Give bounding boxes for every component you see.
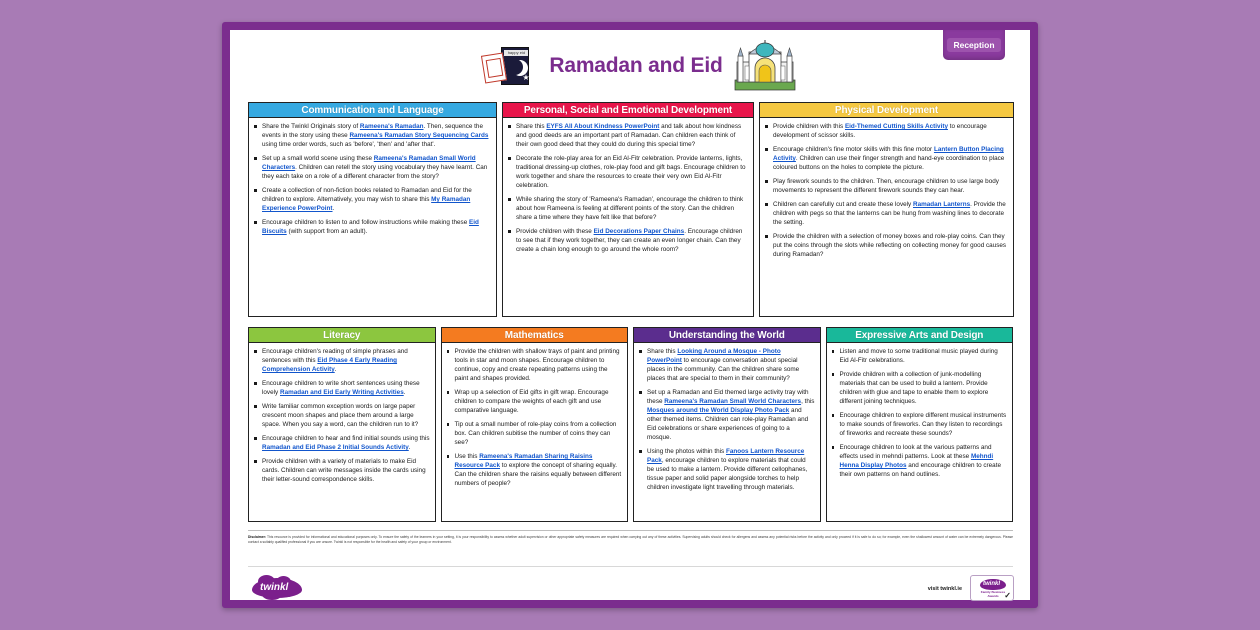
activity-item: Share the Twinkl Originals story of Rameena's Ramadan. Then, sequence the events in the story using these Rameena's Ramadan Story Sequencing Cards using time order words, such as 'before', 'then' and 'after that'. xyxy=(253,122,491,149)
resource-link[interactable]: Mehndi Henna Display Photos xyxy=(839,453,994,469)
resource-link[interactable]: My Ramadan Experience PowerPoint xyxy=(262,196,471,212)
resource-link[interactable]: Eid Decorations Paper Chains xyxy=(593,228,685,235)
page-header xyxy=(230,30,1030,100)
activity-list xyxy=(764,122,1008,259)
subject-column-expressive-arts-and-design xyxy=(826,327,1014,522)
activity-item: Provide the children with a selection of money boxes and role-play coins. Can they put the coins through the slots while reflecting on collecting money for good causes during Ramadan? xyxy=(764,232,1008,259)
activity-item: Set up a small world scene using these Rameena's Ramadan Small World Characters. Children can retell the story using vocabulary they have learnt. Can they each take on a role of a different character from the story? xyxy=(253,154,491,181)
activity-item: Children can carefully cut and create these lovely Ramadan Lanterns. Provide the children with pegs so that the lanterns can be hung from washing lines to decorate the setting. xyxy=(764,200,1008,227)
activity-item: Encourage children to hear and find initial sounds using this Ramadan and Eid Phase 2 Initial Sounds Activity. xyxy=(253,434,430,452)
subject-column-literacy xyxy=(248,327,436,522)
activity-item: Wrap up a selection of Eid gifts in gift wrap. Encourage children to compare the weights of each gift and use comparative language. xyxy=(446,388,623,415)
activity-item: Provide children with this Eid-Themed Cutting Skills Activity to encourage development of scissor skills. xyxy=(764,122,1008,140)
subject-body-physical-development xyxy=(760,118,1013,316)
activity-list xyxy=(253,347,430,484)
resource-link[interactable]: Fanoos Lantern Resource Pack xyxy=(647,448,805,464)
activity-item: Tip out a small number of role-play coins from a collection box. Can children subitise the number of coins they can see? xyxy=(446,420,623,447)
activity-item: Provide the children with shallow trays of paint and printing tools in star and moon shapes. Encourage children to continue, copy and create repeating patterns using the paint and shapes provided. xyxy=(446,347,623,383)
resource-link[interactable]: Rameena's Ramadan Sharing Raisins Resource Pack xyxy=(454,453,593,469)
subject-header-personal-social-and-emotional-development: Personal, Social and Emotional Development xyxy=(503,103,753,118)
card-header-strip: happy eid xyxy=(504,50,528,56)
subject-header-understanding-the-world: Understanding the World xyxy=(634,328,820,343)
resource-link[interactable]: Rameena's Ramadan Story Sequencing Cards xyxy=(349,132,489,139)
resource-link[interactable]: Ramadan and Eid Phase 2 Initial Sounds Activity xyxy=(262,444,409,451)
subject-body-expressive-arts-and-design xyxy=(827,343,1013,521)
award-logo-wordmark: twinkl xyxy=(983,580,1001,587)
year-group-label: Reception xyxy=(947,38,1000,52)
footer-divider xyxy=(248,530,1013,531)
eid-card-icon xyxy=(483,45,539,87)
visit-site-text: visit twinkl.ie xyxy=(927,586,962,592)
activity-item: Provide children with a variety of materials to make Eid cards. Children can write messages inside the cards using their letter-sound correspondence skills. xyxy=(253,457,430,484)
award-subtitle: Family Business Awards xyxy=(980,590,1006,598)
subject-column-communication-and-language xyxy=(248,102,497,317)
subject-body-literacy xyxy=(249,343,435,521)
resource-link[interactable]: Ramadan and Eid Early Writing Activities xyxy=(279,389,404,396)
subject-header-communication-and-language: Communication and Language xyxy=(249,103,496,118)
activity-item: Decorate the role-play area for an Eid Al-Fitr celebration. Provide lanterns, lights, traditional dressing-up clothes, role-play food and gift bags. Encourage children to work together and share the resources to create their very own Eid Al-Fitr celebration. xyxy=(507,154,748,190)
activity-list xyxy=(831,347,1008,479)
activity-list xyxy=(446,347,623,488)
activity-item: Provide children with a collection of junk-modelling materials that can be used to build a lantern. Provide children with glue and tape to enable them to explore different joining techniques. xyxy=(831,370,1008,406)
mosque-icon xyxy=(733,40,797,92)
activity-item: Encourage children's reading of simple phrases and sentences with this Eid Phase 4 Early Reading Comprehension Activity. xyxy=(253,347,430,374)
activity-list xyxy=(638,347,815,492)
resource-link[interactable]: Mosques around the World Display Photo Pack xyxy=(647,407,790,414)
year-group-badge[interactable] xyxy=(943,30,1005,60)
logo-wordmark: twinkl xyxy=(260,582,289,593)
disclaimer-label: Disclaimer: xyxy=(248,535,267,539)
worksheet-sheet xyxy=(230,30,1030,600)
resource-link[interactable]: Ramadan Lanterns xyxy=(913,201,971,208)
activity-item: Play firework sounds to the children. Then, encourage children to use large body movements to represent the different firework sounds they can hear. xyxy=(764,177,1008,195)
subject-column-understanding-the-world xyxy=(633,327,821,522)
top-subject-row xyxy=(248,102,1013,317)
subject-header-physical-development: Physical Development xyxy=(760,103,1013,118)
card-inner-square xyxy=(486,58,504,78)
activity-item: Create a collection of non-fiction books related to Ramadan and Eid for the children to explore. Alternatively, you may wish to share this My Ramadan Experience PowerPoint. xyxy=(253,186,491,213)
subject-body-personal-social-and-emotional-development xyxy=(503,118,753,316)
resource-link[interactable]: Eid-Themed Cutting Skills Activity xyxy=(844,123,948,130)
greeting-card-icon xyxy=(481,52,507,83)
resource-link[interactable]: Eid Phase 4 Early Reading Comprehension Activity xyxy=(262,357,398,373)
resource-link[interactable]: Lantern Button Placing Activity xyxy=(773,146,1004,162)
activity-item: Using the photos within this Fanoos Lantern Resource Pack, encourage children to explore materials that could be used to make a lantern. Provide different cellophanes, tissue paper and solid paper alongside torches to help children investigate light travelling through materials. xyxy=(638,447,815,492)
subject-header-expressive-arts-and-design: Expressive Arts and Design xyxy=(827,328,1013,343)
footer-rule xyxy=(248,566,1013,567)
twinkl-logo[interactable] xyxy=(252,575,304,601)
resource-link[interactable]: Rameena's Ramadan xyxy=(359,123,424,130)
resource-link[interactable]: EYFS All About Kindness PowerPoint xyxy=(546,123,660,130)
activity-item: Encourage children to explore different musical instruments to make sounds of fireworks. Can they listen to recordings of fireworks and recreate these sounds? xyxy=(831,411,1008,438)
bottom-subject-row xyxy=(248,327,1013,522)
activity-item: Encourage children to look at the various patterns and effects used in mehndi patterns. Look at these Mehndi Henna Display Photos and encourage children to create their own patterns on hand outlines. xyxy=(831,443,1008,479)
resource-link[interactable]: Rameena's Ramadan Small World Characters xyxy=(664,398,802,405)
subject-body-mathematics xyxy=(442,343,628,521)
subject-column-mathematics xyxy=(441,327,629,522)
activity-item: While sharing the story of 'Rameena's Ramadan', encourage the children to think about how Rameena is feeling at different points of the story. Can the children share a time where they have felt like that before? xyxy=(507,195,748,222)
disclaimer-body: This resource is provided for informational and educational purposes only. To ensure the safety of the learners in your setting, it is your responsibility to assess whether adult supervision or other appropriate safety measures are required when carrying out any of these activities. Supervising adults should check for allergens and assess any potential risks before the activity and only proceed if it is safe to do so; for example, even the shallowest amount of water can be extremely dangerous. Please contact a suitably qualified professional if you are unsure. Twinkl is not responsible for the health and safety of your group or environment. xyxy=(248,535,1013,545)
page-title: Ramadan and Eid xyxy=(549,54,723,77)
activity-item: Provide children with these Eid Decorations Paper Chains. Encourage children to see that if they work together, they can create an even longer chain. Can they create a chain long enough to go around the whole room? xyxy=(507,227,748,254)
resource-link[interactable]: Eid Biscuits xyxy=(262,219,479,235)
check-icon: ✓ xyxy=(1004,591,1011,600)
subject-column-physical-development xyxy=(759,102,1014,317)
activity-item: Encourage children to write short sentences using these lovely Ramadan and Eid Early Writing Activities. xyxy=(253,379,430,397)
resource-link[interactable]: Rameena's Ramadan Small World Characters xyxy=(262,155,476,171)
activity-item: Set up a Ramadan and Eid themed large activity tray with these Rameena's Ramadan Small World Characters, this Mosques around the World Display Photo Pack and other themed items. Children can role-play Ramadan and Eid celebrations or share experiences of going to a mosque. xyxy=(638,388,815,442)
activity-list xyxy=(253,122,491,236)
star-icon: ★ xyxy=(522,73,530,82)
activity-item: Encourage children to listen to and follow instructions while making these Eid Biscuits (with support from an adult). xyxy=(253,218,491,236)
subject-header-literacy: Literacy xyxy=(249,328,435,343)
resource-link[interactable]: Looking Around a Mosque - Photo PowerPoint xyxy=(647,348,781,364)
activity-item: Share this Looking Around a Mosque - Photo PowerPoint to encourage conversation about special places in the community. Can the children share some places that are special to them in their community? xyxy=(638,347,815,383)
activity-item: Use this Rameena's Ramadan Sharing Raisins Resource Pack to explore the concept of sharing equally. Can the children share the raisins equally between different numbers of people? xyxy=(446,452,623,488)
subject-header-mathematics: Mathematics xyxy=(442,328,628,343)
activity-item: Listen and move to some traditional music played during Eid Al-Fitr celebrations. xyxy=(831,347,1008,365)
title-block xyxy=(460,38,820,94)
activity-item: Encourage children's fine motor skills with this fine motor Lantern Button Placing Activity. Children can use their finger strength and hand-eye coordination to place coloured buttons on the holes to complete the picture. xyxy=(764,145,1008,172)
subject-body-understanding-the-world xyxy=(634,343,820,521)
activity-list xyxy=(507,122,748,254)
activity-item: Share this EYFS All About Kindness PowerPoint and talk about how kindness and good deeds are an important part of Ramadan. Can children each think of their own good deed that they could do during this special time? xyxy=(507,122,748,149)
subject-column-personal-social-and-emotional-development xyxy=(502,102,754,317)
award-badge xyxy=(970,575,1014,601)
subject-body-communication-and-language xyxy=(249,118,496,316)
disclaimer-text xyxy=(248,535,1013,545)
activity-item: Write familiar common exception words on large paper crescent moon shapes and place them around a large space. When you say a word, can the children run to it? xyxy=(253,402,430,429)
